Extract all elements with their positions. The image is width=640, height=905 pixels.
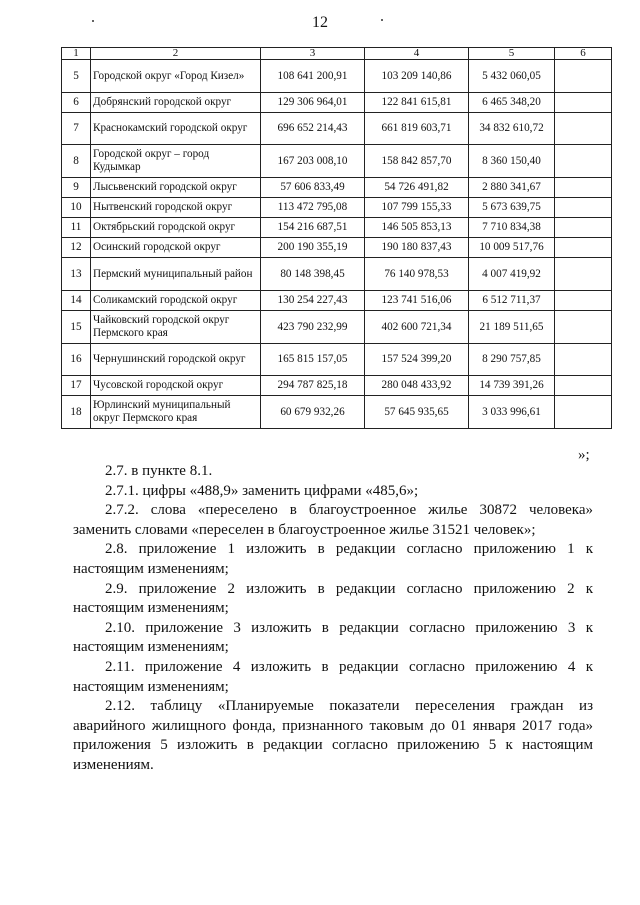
value-column-6 — [555, 238, 612, 258]
row-number: 5 — [62, 60, 91, 93]
table-row — [62, 376, 612, 396]
amendment-text — [73, 462, 593, 776]
table-row — [62, 218, 612, 238]
column-header: 4 — [365, 48, 469, 60]
row-number: 15 — [62, 311, 91, 344]
table-row — [62, 258, 612, 291]
value-column-4: 103 209 140,86 — [365, 60, 469, 93]
value-column-6 — [555, 145, 612, 178]
municipality-name: Лысьвенский городской округ — [91, 178, 261, 198]
municipality-name: Чернушинский городской округ — [91, 344, 261, 376]
value-column-5: 14 739 391,26 — [469, 376, 555, 396]
row-number: 9 — [62, 178, 91, 198]
value-column-5: 4 007 419,92 — [469, 258, 555, 291]
value-column-5: 3 033 996,61 — [469, 396, 555, 429]
municipality-name: Городской округ – город Кудымкар — [91, 145, 261, 178]
value-column-5: 8 290 757,85 — [469, 344, 555, 376]
budget-table — [61, 47, 612, 429]
value-column-6 — [555, 291, 612, 311]
value-column-5: 5 673 639,75 — [469, 198, 555, 218]
value-column-6 — [555, 113, 612, 145]
value-column-4: 107 799 155,33 — [365, 198, 469, 218]
value-column-4: 146 505 853,13 — [365, 218, 469, 238]
value-column-5: 10 009 517,76 — [469, 238, 555, 258]
table-row — [62, 178, 612, 198]
table-row — [62, 291, 612, 311]
paragraph: 2.9. приложение 2 изложить в редакции согласно приложению 2 к настоящим изменениям; — [73, 580, 593, 617]
paragraph: 2.8. приложение 1 изложить в редакции согласно приложению 1 к настоящим изменениям; — [73, 541, 593, 577]
row-number: 11 — [62, 218, 91, 238]
value-total: 165 815 157,05 — [261, 344, 365, 376]
value-column-6 — [555, 218, 612, 238]
municipality-name: Октябрьский городской округ — [91, 218, 261, 238]
value-column-5: 5 432 060,05 — [469, 60, 555, 93]
value-total: 423 790 232,99 — [261, 311, 365, 344]
value-column-4: 190 180 837,43 — [365, 238, 469, 258]
row-number: 7 — [62, 113, 91, 145]
value-total: 154 216 687,51 — [261, 218, 365, 238]
scan-speck — [92, 20, 94, 22]
value-column-5: 21 189 511,65 — [469, 311, 555, 344]
value-column-6 — [555, 60, 612, 93]
scan-speck — [381, 19, 383, 21]
value-column-4: 280 048 433,92 — [365, 376, 469, 396]
table-row — [62, 238, 612, 258]
paragraph: 2.11. приложение 4 изложить в редакции согласно приложению 4 к настоящим изменениям; — [73, 658, 593, 695]
value-column-4: 157 524 399,20 — [365, 344, 469, 376]
table-header-row — [62, 48, 612, 60]
municipality-name: Нытвенский городской округ — [91, 198, 261, 218]
page-number: 12 — [312, 14, 328, 31]
municipality-name: Городской округ «Город Кизел» — [91, 60, 261, 93]
municipality-name: Добрянский городской округ — [91, 93, 261, 113]
value-total: 108 641 200,91 — [261, 60, 365, 93]
row-number: 13 — [62, 258, 91, 291]
value-column-6 — [555, 376, 612, 396]
municipality-name: Чусовской городской округ — [91, 376, 261, 396]
table-row — [62, 60, 612, 93]
table-row — [62, 93, 612, 113]
paragraph: 2.12. таблицу «Планируемые показатели переселения граждан из аварийного жилищного фонда, признанного таковым до 01 января 2017 года» приложения 5 изложить в редакции согласно приложению 5 к настоящим изменениям. — [73, 698, 593, 773]
value-column-6 — [555, 311, 612, 344]
value-column-4: 402 600 721,34 — [365, 311, 469, 344]
table-row — [62, 396, 612, 429]
municipality-name: Краснокамский городской округ — [91, 113, 261, 145]
value-column-4: 122 841 615,81 — [365, 93, 469, 113]
value-column-6 — [555, 178, 612, 198]
value-column-4: 54 726 491,82 — [365, 178, 469, 198]
municipality-name: Соликамский городской округ — [91, 291, 261, 311]
value-column-5: 7 710 834,38 — [469, 218, 555, 238]
column-header: 1 — [62, 48, 91, 60]
value-column-6 — [555, 396, 612, 429]
row-number: 14 — [62, 291, 91, 311]
row-number: 18 — [62, 396, 91, 429]
column-header: 3 — [261, 48, 365, 60]
row-number: 8 — [62, 145, 91, 178]
value-column-4: 158 842 857,70 — [365, 145, 469, 178]
municipality-name: Осинский городской округ — [91, 238, 261, 258]
table-row — [62, 311, 612, 344]
paragraph: 2.10. приложение 3 изложить в редакции согласно приложению 3 к настоящим изменениям; — [73, 619, 593, 656]
value-column-5: 6 465 348,20 — [469, 93, 555, 113]
table-row — [62, 198, 612, 218]
municipality-name: Чайковский городской округ Пермского края — [91, 311, 261, 344]
value-column-6 — [555, 258, 612, 291]
value-column-4: 661 819 603,71 — [365, 113, 469, 145]
value-column-5: 6 512 711,37 — [469, 291, 555, 311]
value-total: 200 190 355,19 — [261, 238, 365, 258]
value-total: 130 254 227,43 — [261, 291, 365, 311]
column-header: 2 — [91, 48, 261, 60]
value-column-6 — [555, 344, 612, 376]
paragraph: 2.7.2. слова «переселено в благоустроенное жилье 30872 человека» заменить словами «переселен в благоустроенное жилье 31521 человек»; — [73, 502, 593, 538]
row-number: 16 — [62, 344, 91, 376]
paragraph: 2.7. в пункте 8.1. — [105, 463, 213, 479]
column-header: 6 — [555, 48, 612, 60]
value-total: 113 472 795,08 — [261, 198, 365, 218]
value-column-5: 34 832 610,72 — [469, 113, 555, 145]
value-total: 129 306 964,01 — [261, 93, 365, 113]
row-number: 10 — [62, 198, 91, 218]
value-column-6 — [555, 93, 612, 113]
value-column-6 — [555, 198, 612, 218]
paragraph: 2.7.1. цифры «488,9» заменить цифрами «485,6»; — [105, 482, 419, 499]
table-row — [62, 113, 612, 145]
table-closing-mark: »; — [578, 447, 590, 463]
value-total: 696 652 214,43 — [261, 113, 365, 145]
row-number: 6 — [62, 93, 91, 113]
row-number: 17 — [62, 376, 91, 396]
value-total: 60 679 932,26 — [261, 396, 365, 429]
value-total: 294 787 825,18 — [261, 376, 365, 396]
table-row — [62, 145, 612, 178]
value-total: 80 148 398,45 — [261, 258, 365, 291]
value-column-5: 8 360 150,40 — [469, 145, 555, 178]
table-body — [62, 60, 612, 429]
value-total: 167 203 008,10 — [261, 145, 365, 178]
municipality-name: Пермский муниципальный район — [91, 258, 261, 291]
value-column-4: 57 645 935,65 — [365, 396, 469, 429]
value-total: 57 606 833,49 — [261, 178, 365, 198]
row-number: 12 — [62, 238, 91, 258]
column-header: 5 — [469, 48, 555, 60]
municipality-name: Юрлинский муниципальный округ Пермского края — [91, 396, 261, 429]
value-column-4: 123 741 516,06 — [365, 291, 469, 311]
value-column-5: 2 880 341,67 — [469, 178, 555, 198]
value-column-4: 76 140 978,53 — [365, 258, 469, 291]
table-row — [62, 344, 612, 376]
